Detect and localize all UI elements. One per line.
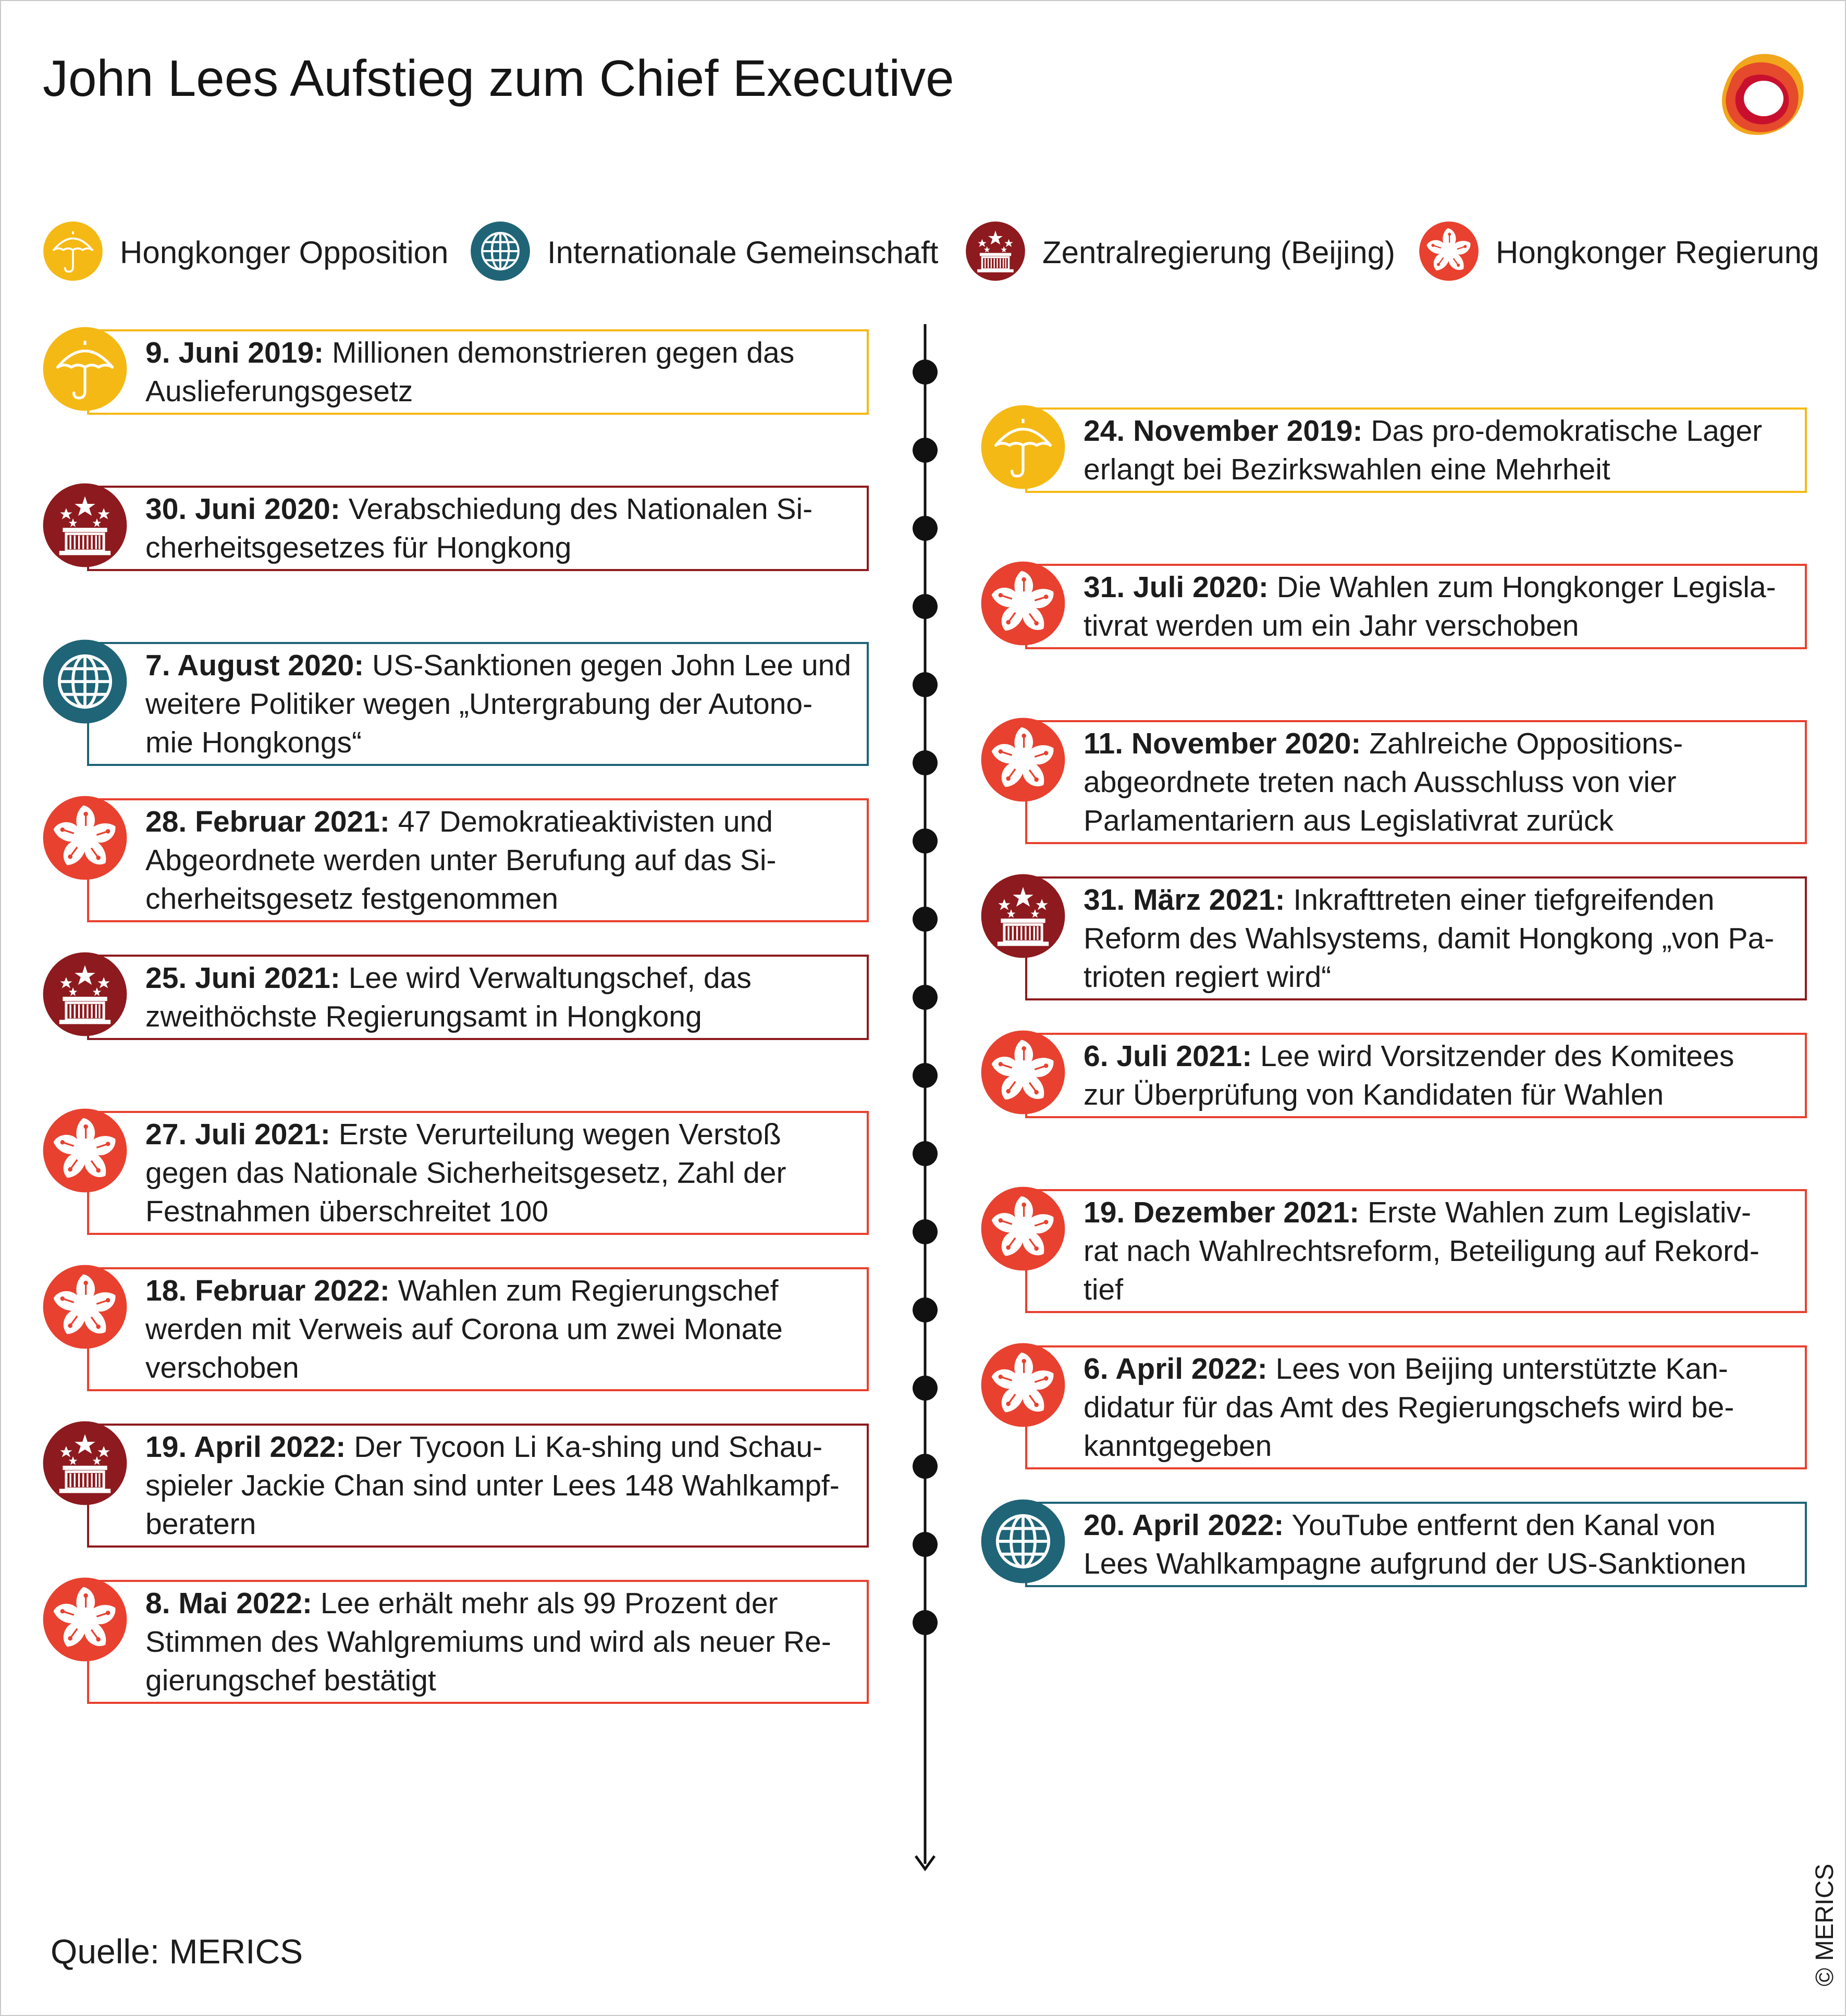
event-text-line — [145, 1584, 854, 1623]
event-date: 25. Juni 2021: — [145, 961, 340, 995]
event-text-line: cherheitsgesetzes für Hongkong — [145, 531, 572, 564]
event-text — [145, 1428, 854, 1543]
event-text-line — [145, 333, 854, 372]
timeline-dot — [913, 1454, 938, 1479]
timeline-event — [1025, 407, 1807, 493]
event-text-line — [145, 959, 854, 997]
timeline-event — [1025, 564, 1807, 649]
event-text-line: verschoben — [145, 1351, 299, 1384]
timeline-event — [87, 955, 869, 1040]
event-description: Lee wird Verwaltungschef, das — [348, 961, 752, 995]
timeline-event — [87, 486, 869, 571]
timeline-dot — [913, 594, 938, 619]
event-text-line: werden mit Verweis auf Corona um zwei Monate — [145, 1313, 783, 1346]
timeline-event — [1025, 876, 1807, 1000]
event-text-line: cherheitsgesetz festgenommen — [145, 882, 559, 916]
event-description: YouTube entfernt den Kanal von — [1291, 1508, 1716, 1542]
event-text — [145, 959, 854, 1036]
event-text — [1084, 568, 1792, 645]
timeline-event — [1025, 720, 1807, 844]
event-text-line: Auslieferungsgesetz — [145, 375, 413, 408]
bauhinia-icon — [980, 717, 1066, 802]
event-text — [1084, 1350, 1792, 1465]
bauhinia-icon — [1419, 221, 1479, 281]
event-text — [145, 1271, 854, 1387]
event-date: 6. April 2022: — [1084, 1352, 1267, 1386]
event-text-line — [145, 1428, 854, 1466]
bauhinia-icon — [42, 795, 128, 881]
event-text — [145, 333, 854, 411]
timeline-event — [1025, 1189, 1807, 1313]
timeline-dot — [913, 438, 938, 463]
legend-label: Zentralregierung (Beijing) — [1042, 235, 1395, 270]
event-text-line: zur Überprüfung von Kandidaten für Wahlen — [1084, 1078, 1664, 1111]
event-text-line: Abgeordnete werden unter Berufung auf das Si- — [145, 844, 777, 877]
event-text-line: abgeordnete treten nach Ausschluss von vier — [1084, 765, 1677, 799]
event-text-line: gierungschef bestätigt — [145, 1664, 436, 1697]
event-text-line — [1084, 1037, 1792, 1075]
beijing-emblem-icon — [42, 483, 128, 568]
event-text-line: tief — [1084, 1273, 1124, 1306]
event-text — [145, 646, 854, 762]
legend-label: Hongkonger Opposition — [120, 235, 449, 270]
umbrella-icon — [42, 326, 128, 412]
timeline-event — [87, 1111, 869, 1235]
copyright-note: © MERICS — [1811, 1863, 1839, 1986]
timeline-event — [87, 1580, 869, 1704]
event-text-line: gegen das Nationale Sicherheitsgesetz, Zahl der — [145, 1156, 786, 1190]
event-date: 30. Juni 2020: — [145, 492, 340, 526]
event-description: Der Tycoon Li Ka-shing und Schau- — [354, 1430, 823, 1464]
bauhinia-icon — [42, 1577, 128, 1662]
event-date: 9. Juni 2019: — [145, 336, 324, 369]
event-text-line: beratern — [145, 1507, 256, 1541]
timeline-dot — [913, 1219, 938, 1244]
event-date: 6. Juli 2021: — [1084, 1040, 1252, 1073]
beijing-emblem-icon — [965, 221, 1026, 281]
event-text — [1084, 724, 1792, 840]
event-text-line: didatur für das Amt des Regierungschefs wird be- — [1084, 1391, 1734, 1424]
event-text-line: Lees Wahlkampagne aufgrund der US-Sanktionen — [1084, 1547, 1746, 1580]
event-date: 31. März 2021: — [1084, 883, 1285, 917]
timeline-event — [87, 798, 869, 922]
event-text-line: Festnahmen überschreitet 100 — [145, 1195, 549, 1228]
timeline-dot — [913, 672, 938, 697]
event-text-line — [1084, 1193, 1792, 1232]
timeline-event — [87, 329, 869, 415]
legend-label: Internationale Gemeinschaft — [547, 235, 939, 270]
bauhinia-icon — [42, 1108, 128, 1193]
source-note: Quelle: MERICS — [51, 1932, 303, 1971]
event-text-line — [1084, 724, 1792, 763]
event-text-line: weitere Politiker wegen „Untergrabung der Autono- — [145, 687, 813, 721]
event-text-line: mie Hongkongs“ — [145, 726, 362, 759]
bauhinia-icon — [42, 1264, 128, 1350]
event-date: 19. Dezember 2021: — [1084, 1196, 1360, 1229]
event-text-line — [145, 802, 854, 841]
event-description: Millionen demonstrieren gegen das — [332, 336, 795, 369]
beijing-emblem-icon — [42, 951, 128, 1037]
timeline-dot — [913, 985, 938, 1010]
timeline-dot — [913, 750, 938, 775]
merics-logo — [1716, 51, 1810, 144]
event-text-line — [1084, 412, 1792, 450]
event-text — [145, 1584, 854, 1700]
event-text — [145, 490, 854, 567]
event-description: Wahlen zum Regierungschef — [398, 1274, 779, 1307]
event-text — [1084, 881, 1792, 996]
event-text-line: rat nach Wahlrechtsreform, Beteiligung auf Rekord- — [1084, 1234, 1759, 1268]
event-text-line: kanntgegeben — [1084, 1429, 1272, 1463]
bauhinia-icon — [980, 1030, 1066, 1115]
event-text-line: trioten regiert wird“ — [1084, 960, 1332, 994]
umbrella-icon — [980, 404, 1066, 490]
event-description: Erste Verurteilung wegen Verstoß — [338, 1118, 781, 1151]
umbrella-icon — [43, 221, 103, 281]
timeline-event — [87, 642, 869, 766]
bauhinia-icon — [980, 561, 1066, 646]
legend — [43, 220, 1819, 282]
event-date: 31. Juli 2020: — [1084, 571, 1269, 604]
event-text-line — [1084, 881, 1792, 919]
event-description: 47 Demokratieaktivisten und — [398, 805, 773, 838]
event-date: 24. November 2019: — [1084, 414, 1363, 448]
event-text-line: Stimmen des Wahlgremiums und wird als neuer Re- — [145, 1625, 831, 1659]
event-text — [1084, 1037, 1792, 1114]
timeline-event — [87, 1267, 869, 1391]
event-text-line: spieler Jackie Chan sind unter Lees 148 Wahlkampf- — [145, 1469, 840, 1502]
event-text-line: Reform des Wahlsystems, damit Hongkong „von Pa- — [1084, 922, 1775, 955]
event-description: Verabschiedung des Nationalen Si- — [348, 492, 813, 526]
timeline-dot — [913, 907, 938, 932]
event-text-line — [145, 646, 854, 685]
event-description: Lee erhält mehr als 99 Prozent der — [320, 1587, 778, 1620]
timeline-dot — [913, 1297, 938, 1322]
event-date: 27. Juli 2021: — [145, 1118, 330, 1151]
globe-icon — [42, 639, 128, 724]
event-description: Erste Wahlen zum Legislativ- — [1368, 1196, 1751, 1229]
timeline-dot — [913, 1610, 938, 1635]
event-text-line: tivrat werden um ein Jahr verschoben — [1084, 609, 1579, 642]
event-description: Zahlreiche Oppositions- — [1369, 727, 1683, 760]
timeline-event — [1025, 1345, 1807, 1469]
legend-label: Hongkonger Regierung — [1496, 235, 1819, 270]
event-date: 18. Februar 2022: — [145, 1274, 390, 1307]
beijing-emblem-icon — [980, 873, 1066, 959]
event-text — [145, 802, 854, 918]
timeline-dot — [913, 1532, 938, 1557]
timeline-event — [1025, 1502, 1807, 1587]
event-text — [1084, 412, 1792, 489]
event-text — [145, 1115, 854, 1231]
event-date: 11. November 2020: — [1084, 727, 1361, 760]
timeline-dot — [913, 360, 938, 385]
event-text-line: erlangt bei Bezirkswahlen eine Mehrheit — [1084, 453, 1610, 486]
bauhinia-icon — [980, 1342, 1066, 1428]
globe-icon — [470, 221, 531, 281]
beijing-emblem-icon — [42, 1420, 128, 1506]
timeline-dot — [913, 1063, 938, 1088]
timeline-dot — [913, 1376, 938, 1401]
event-description: Lee wird Vorsitzender des Komitees — [1260, 1040, 1734, 1073]
event-description: Die Wahlen zum Hongkonger Legisla- — [1276, 571, 1776, 604]
event-text — [1084, 1193, 1792, 1309]
event-date: 19. April 2022: — [145, 1430, 346, 1464]
event-text-line: Parlamentariern aus Legislativrat zurück — [1084, 804, 1614, 837]
page-title: John Lees Aufstieg zum Chief Executive — [43, 50, 954, 107]
timeline-dot — [913, 516, 938, 541]
event-date: 28. Februar 2021: — [145, 805, 390, 838]
event-text-line: zweithöchste Regierungsamt in Hongkong — [145, 1000, 702, 1033]
timeline-event — [1025, 1033, 1807, 1118]
event-description: Inkrafttreten einer tiefgreifenden — [1293, 883, 1715, 917]
event-description: Lees von Beijing unterstützte Kan- — [1275, 1352, 1728, 1386]
bauhinia-icon — [980, 1186, 1066, 1271]
event-text-line — [145, 490, 854, 528]
event-text-line — [1084, 568, 1792, 607]
timeline-dot — [913, 1141, 938, 1166]
event-text-line — [1084, 1350, 1792, 1388]
event-text — [1084, 1506, 1792, 1583]
event-description: Das pro-demokratische Lager — [1371, 414, 1763, 448]
event-text-line — [1084, 1506, 1792, 1544]
event-description: US-Sanktionen gegen John Lee und — [372, 649, 852, 682]
event-date: 8. Mai 2022: — [145, 1587, 313, 1620]
event-date: 7. August 2020: — [145, 649, 364, 682]
event-date: 20. April 2022: — [1084, 1508, 1284, 1542]
timeline-event — [87, 1424, 869, 1548]
timeline-dot — [913, 828, 938, 854]
globe-icon — [980, 1499, 1066, 1584]
event-text-line — [145, 1115, 854, 1154]
event-text-line — [145, 1271, 854, 1310]
